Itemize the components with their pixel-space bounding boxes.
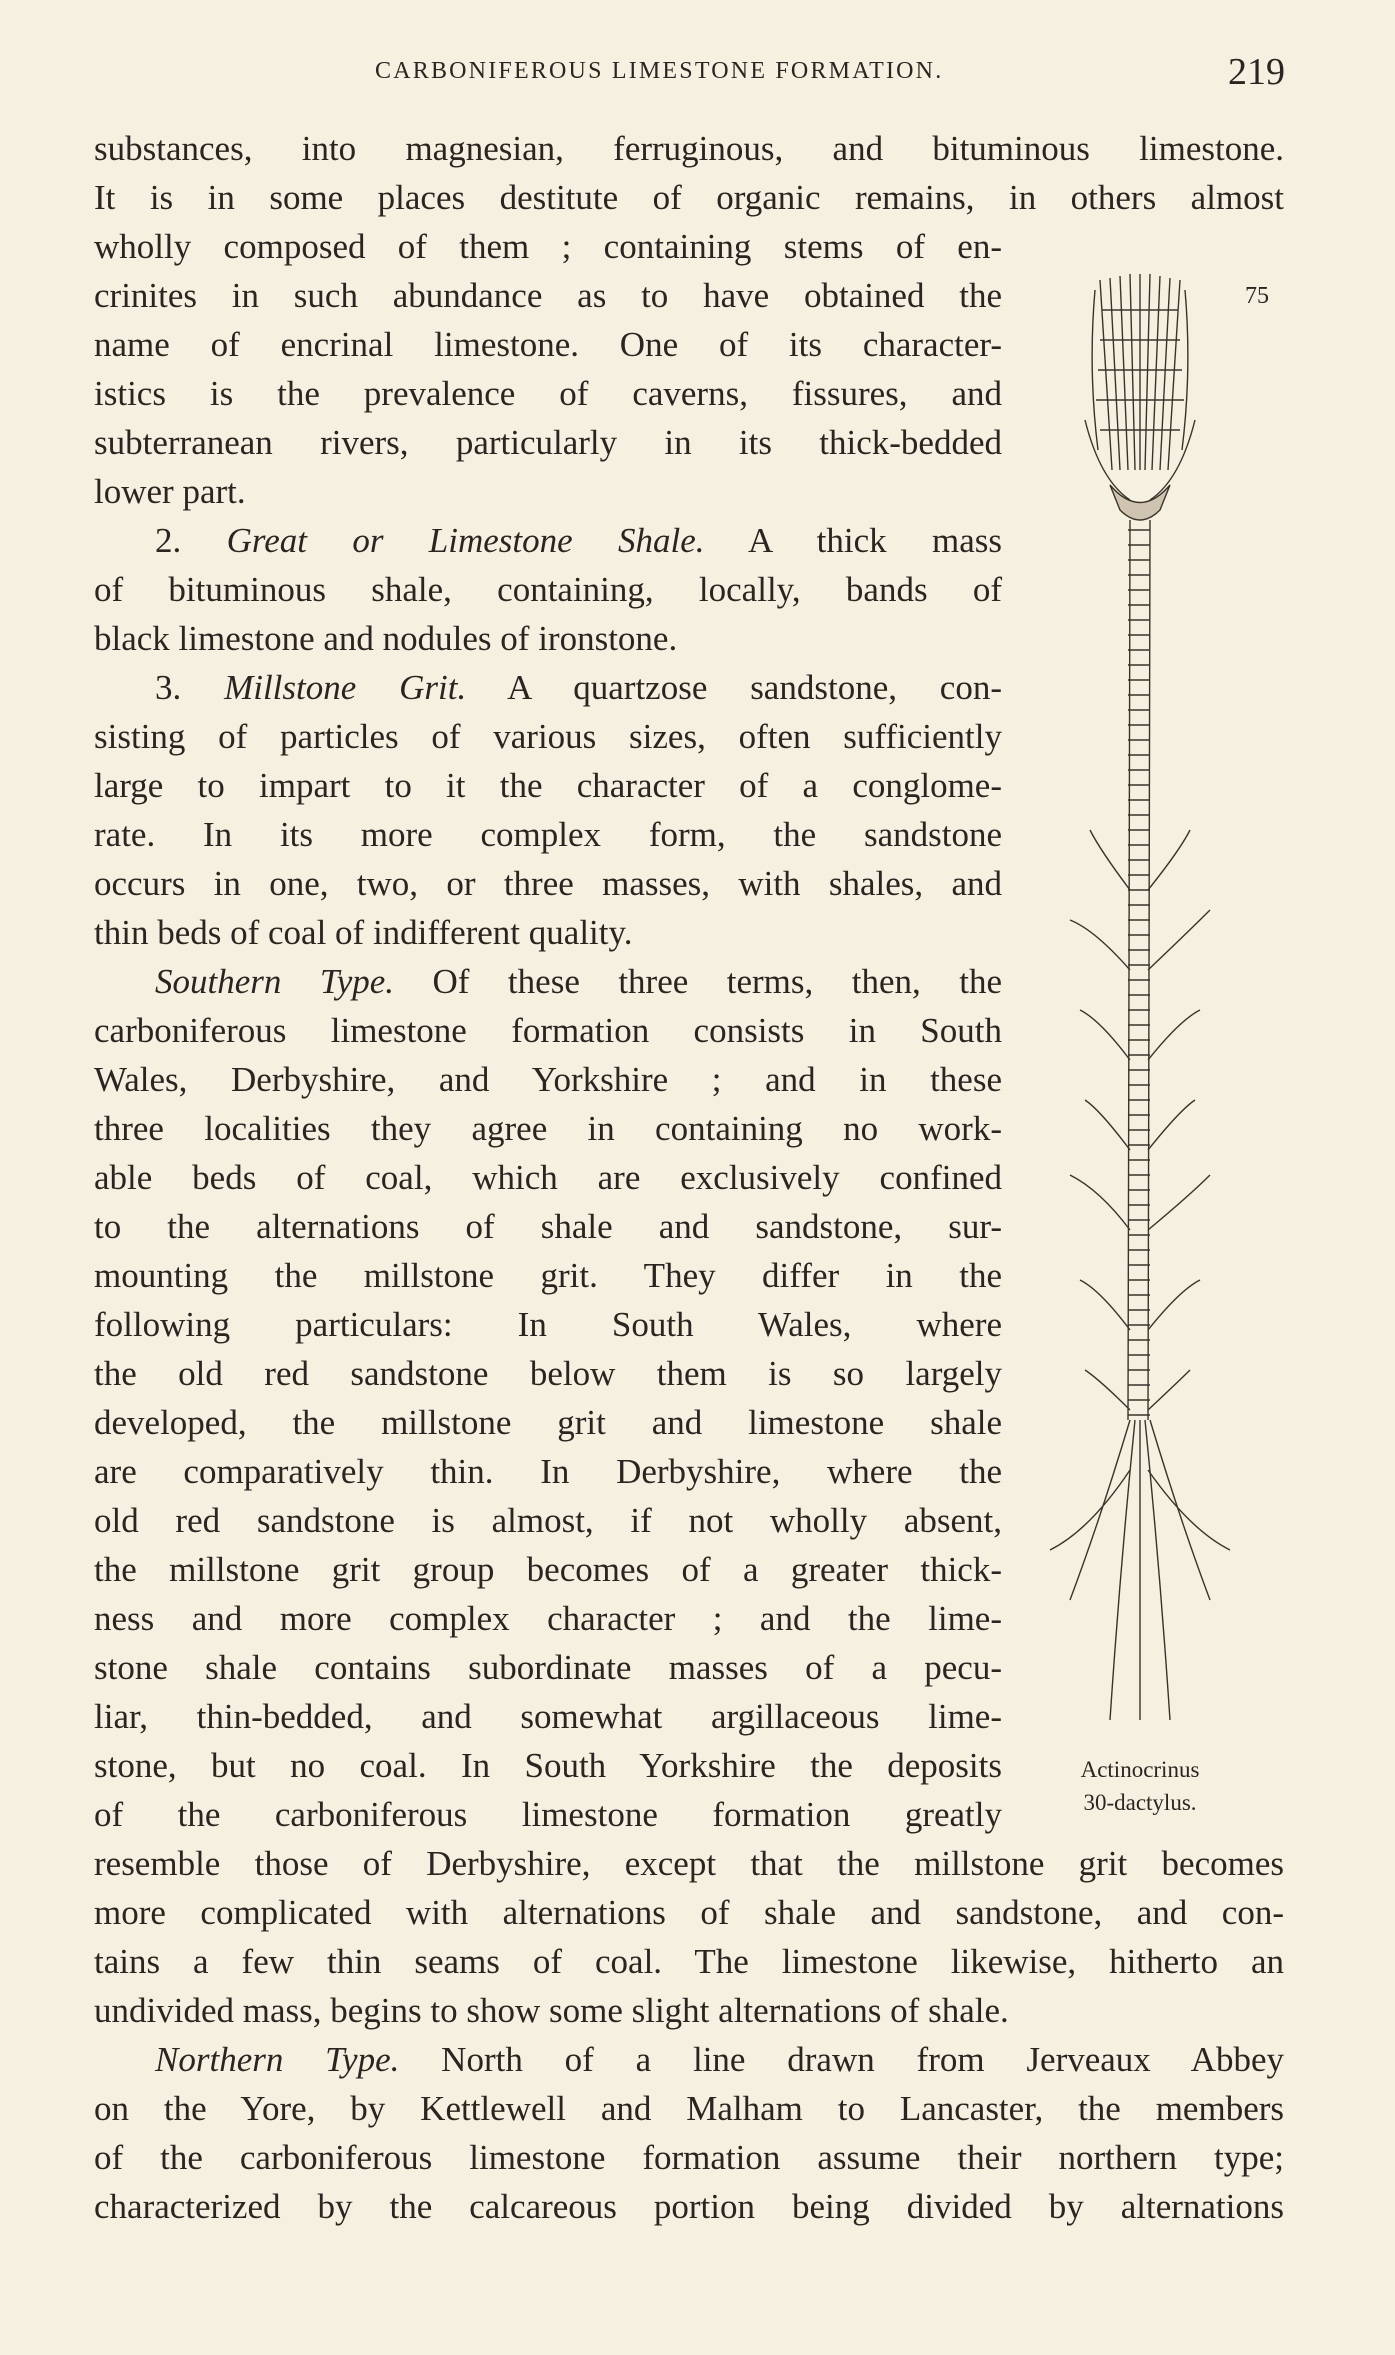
text-line: of bituminous shale, containing, locally, bands of: [94, 570, 1002, 609]
text-line: liar, thin-bedded, and somewhat argillaceous lime-: [94, 1697, 1002, 1736]
stem: [1128, 520, 1150, 1420]
figure-caption-line2: 30-dactylus.: [1083, 1790, 1197, 1815]
crown-arms: [1085, 274, 1195, 500]
text-line: following particulars: In South Wales, where: [94, 1305, 1002, 1344]
text-line: more complicated with alternations of shale and sandstone, and con-: [94, 1893, 1284, 1932]
text-line: crinites in such abundance as to have obtained the: [94, 276, 1002, 315]
cirri: [1070, 830, 1210, 1410]
text-line: three localities they agree in containing no work-: [94, 1109, 1002, 1148]
text-line: tains a few thin seams of coal. The limestone likewise, hitherto an: [94, 1942, 1284, 1981]
text-line: of the carboniferous limestone formation greatly: [94, 1795, 1002, 1834]
text-run: North of a line drawn from Jerveaux Abbey: [399, 2040, 1284, 2079]
text-line: resemble those of Derbyshire, except that the millstone grit becomes: [94, 1844, 1284, 1883]
text-line: the millstone grit group becomes of a greater thick-: [94, 1550, 1002, 1589]
text-line: on the Yore, by Kettlewell and Malham to Lancaster, the members: [94, 2089, 1284, 2128]
text-line: are comparatively thin. In Derbyshire, where the: [94, 1452, 1002, 1491]
text-line: carboniferous limestone formation consists in South: [94, 1011, 1002, 1050]
text-line: of the carboniferous limestone formation assume their northern type;: [94, 2138, 1284, 2177]
text-line: developed, the millstone grit and limestone shale: [94, 1403, 1002, 1442]
item-number: 3.: [155, 668, 182, 707]
item-number: 2.: [155, 521, 182, 560]
page-header: [0, 50, 1395, 100]
text-line: istics is the prevalence of caverns, fissures, and: [94, 374, 1002, 413]
text-line: occurs in one, two, or three masses, with shales, and: [94, 864, 1002, 903]
text-line: [155, 516, 1002, 566]
section-heading: Northern Type.: [155, 2040, 400, 2079]
text-line: stone shale contains subordinate masses of a pecu-: [94, 1648, 1002, 1687]
text-line: subterranean rivers, particularly in its thick-bedded: [94, 423, 1002, 462]
text-line: undivided mass, begins to show some slight alternations of shale.: [94, 1991, 1009, 2030]
text-line: the old red sandstone below them is so largely: [94, 1354, 1002, 1393]
text-run: A thick mass: [704, 521, 1003, 560]
text-line: [155, 2035, 1284, 2085]
crinoid-illustration: [1040, 270, 1240, 1740]
text-line: large to impart to it the character of a conglome-: [94, 766, 1002, 805]
text-line: mounting the millstone grit. They differ in the: [94, 1256, 1002, 1295]
text-line: wholly composed of them ; containing stems of en-: [94, 227, 1002, 266]
text-line: thin beds of coal of indifferent quality.: [94, 913, 633, 952]
text-line: black limestone and nodules of ironstone.: [94, 619, 678, 658]
figure-caption-line1: Actinocrinus: [1080, 1757, 1200, 1782]
text-line: characterized by the calcareous portion being divided by alternations: [94, 2187, 1284, 2226]
text-line: ness and more complex character ; and the lime-: [94, 1599, 1002, 1638]
text-line: stone, but no coal. In South Yorkshire the deposits: [94, 1746, 1002, 1785]
page-number: 219: [1228, 51, 1285, 93]
running-head: CARBONIFEROUS LIMESTONE FORMATION.: [375, 58, 944, 84]
text-line: name of encrinal limestone. One of its character-: [94, 325, 1002, 364]
text-line: to the alternations of shale and sandstone, sur-: [94, 1207, 1002, 1246]
text-run: A quartzose sandstone, con-: [466, 668, 1002, 707]
section-heading: Millstone Grit.: [224, 668, 467, 707]
figure-number: 75: [1245, 283, 1269, 309]
text-line: substances, into magnesian, ferruginous, and bituminous limestone.: [94, 129, 1284, 168]
text-line: Wales, Derbyshire, and Yorkshire ; and in these: [94, 1060, 1002, 1099]
text-line: It is in some places destitute of organic remains, in others almost: [94, 178, 1284, 217]
text-line: old red sandstone is almost, if not wholly absent,: [94, 1501, 1002, 1540]
text-line: sisting of particles of various sizes, often sufficiently: [94, 717, 1002, 756]
text-line: [155, 663, 1002, 713]
section-heading: Southern Type.: [155, 962, 395, 1001]
text-line: able beds of coal, which are exclusively confined: [94, 1158, 1002, 1197]
text-line: rate. In its more complex form, the sandstone: [94, 815, 1002, 854]
text-line: lower part.: [94, 472, 246, 511]
section-heading: Great or Limestone Shale.: [226, 521, 705, 560]
text-run: Of these three terms, then, the: [394, 962, 1002, 1001]
root: [1050, 1420, 1230, 1720]
text-line: [155, 957, 1002, 1007]
